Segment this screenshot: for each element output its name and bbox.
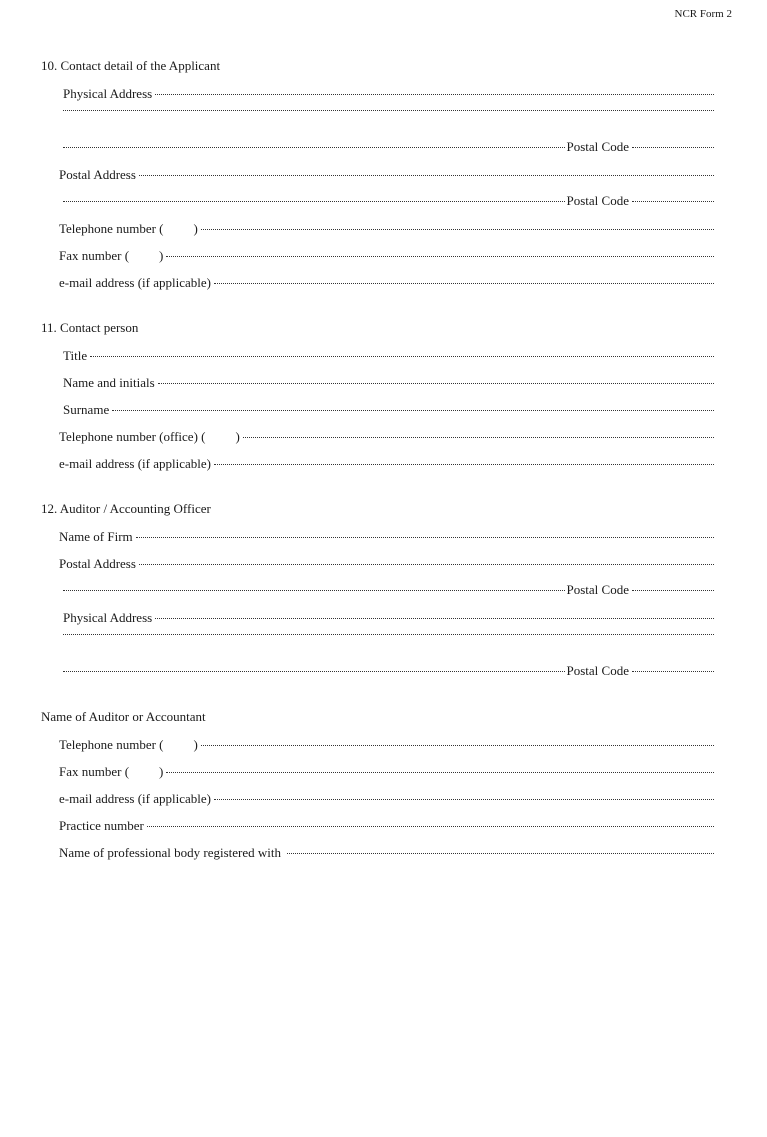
fill-line bbox=[63, 200, 565, 202]
fax-label: Fax number ( bbox=[59, 764, 130, 779]
close-paren: ) bbox=[159, 248, 164, 263]
fill-line bbox=[63, 109, 714, 111]
physical-address-label: Physical Address bbox=[63, 86, 153, 101]
auditor-practice-number-row[interactable] bbox=[59, 817, 714, 835]
postal-code-fill[interactable] bbox=[632, 589, 714, 591]
email-label: e-mail address (if applicable) bbox=[59, 456, 211, 471]
fill-line bbox=[158, 382, 714, 384]
name-initials-label: Name and initials bbox=[63, 375, 155, 390]
applicant-email-row[interactable] bbox=[59, 274, 714, 292]
fill-line bbox=[201, 744, 714, 746]
close-paren: ) bbox=[159, 764, 164, 779]
fill-line bbox=[136, 536, 714, 538]
applicant-physical-address-line-3[interactable] bbox=[63, 138, 714, 156]
fill-line bbox=[214, 798, 714, 800]
contact-email-row[interactable] bbox=[59, 455, 714, 473]
surname-label: Surname bbox=[63, 402, 110, 417]
close-paren: ) bbox=[193, 737, 198, 752]
applicant-physical-address-line-1[interactable] bbox=[63, 85, 714, 103]
firm-name-label: Name of Firm bbox=[59, 529, 133, 544]
telephone-label: Telephone number ( bbox=[59, 737, 164, 752]
applicant-fax-row[interactable] bbox=[59, 247, 714, 265]
telephone-office-label: Telephone number (office) ( bbox=[59, 429, 206, 444]
fill-line bbox=[166, 255, 714, 257]
applicant-postal-address-line-1[interactable] bbox=[59, 166, 714, 184]
postal-code-fill[interactable] bbox=[632, 146, 714, 148]
fill-line bbox=[63, 146, 565, 148]
title-label: Title bbox=[63, 348, 88, 363]
close-paren: ) bbox=[193, 221, 198, 236]
fill-line bbox=[166, 771, 714, 773]
auditor-postal-address-line-2[interactable] bbox=[63, 581, 714, 599]
postal-code-label: Postal Code bbox=[566, 582, 629, 597]
postal-code-label: Postal Code bbox=[566, 193, 629, 208]
auditor-physical-address-line-1[interactable] bbox=[63, 609, 714, 627]
section-12-heading: 12. Auditor / Accounting Officer bbox=[41, 501, 211, 516]
fill-line bbox=[287, 852, 714, 854]
physical-address-label: Physical Address bbox=[63, 610, 153, 625]
fill-line bbox=[147, 825, 714, 827]
auditor-name-heading: Name of Auditor or Accountant bbox=[41, 709, 206, 724]
postal-code-fill[interactable] bbox=[632, 200, 714, 202]
section-10-heading: 10. Contact detail of the Applicant bbox=[41, 58, 221, 73]
postal-code-fill[interactable] bbox=[632, 670, 714, 672]
fill-line bbox=[139, 563, 714, 565]
contact-title-row[interactable] bbox=[63, 347, 714, 365]
postal-address-label: Postal Address bbox=[59, 167, 136, 182]
telephone-label: Telephone number ( bbox=[59, 221, 164, 236]
postal-address-label: Postal Address bbox=[59, 556, 136, 571]
contact-name-row[interactable] bbox=[63, 374, 714, 392]
email-label: e-mail address (if applicable) bbox=[59, 791, 211, 806]
fill-line bbox=[63, 633, 714, 635]
fill-line bbox=[214, 282, 714, 284]
auditor-email-row[interactable] bbox=[59, 790, 714, 808]
fill-line bbox=[155, 617, 714, 619]
auditor-physical-address-line-3[interactable] bbox=[63, 662, 714, 680]
contact-surname-row[interactable] bbox=[63, 401, 714, 419]
applicant-physical-address-line-2[interactable] bbox=[63, 112, 714, 130]
email-label: e-mail address (if applicable) bbox=[59, 275, 211, 290]
auditor-physical-address-line-2[interactable] bbox=[63, 636, 714, 654]
postal-code-label: Postal Code bbox=[566, 663, 629, 678]
fill-line bbox=[63, 589, 565, 591]
fill-line bbox=[63, 670, 565, 672]
fill-line bbox=[139, 174, 714, 176]
fax-label: Fax number ( bbox=[59, 248, 130, 263]
professional-body-label: Name of professional body registered with bbox=[59, 845, 282, 860]
fill-line bbox=[214, 463, 714, 465]
form-identifier: NCR Form 2 bbox=[674, 8, 732, 20]
section-11-heading: 11. Contact person bbox=[41, 320, 139, 335]
auditor-fax-row[interactable] bbox=[59, 763, 714, 781]
auditor-firm-row[interactable] bbox=[59, 528, 714, 546]
applicant-telephone-row[interactable] bbox=[59, 220, 714, 238]
fill-line bbox=[201, 228, 714, 230]
applicant-postal-address-line-2[interactable] bbox=[63, 192, 714, 210]
fill-line bbox=[90, 355, 714, 357]
fill-line bbox=[112, 409, 714, 411]
fill-line bbox=[155, 93, 714, 95]
practice-number-label: Practice number bbox=[59, 818, 144, 833]
postal-code-label: Postal Code bbox=[566, 139, 629, 154]
auditor-telephone-row[interactable] bbox=[59, 736, 714, 754]
contact-telephone-row[interactable] bbox=[59, 428, 714, 446]
auditor-postal-address-line-1[interactable] bbox=[59, 555, 714, 573]
close-paren: ) bbox=[235, 429, 240, 444]
fill-line bbox=[243, 436, 714, 438]
auditor-professional-body-row[interactable] bbox=[59, 844, 714, 862]
